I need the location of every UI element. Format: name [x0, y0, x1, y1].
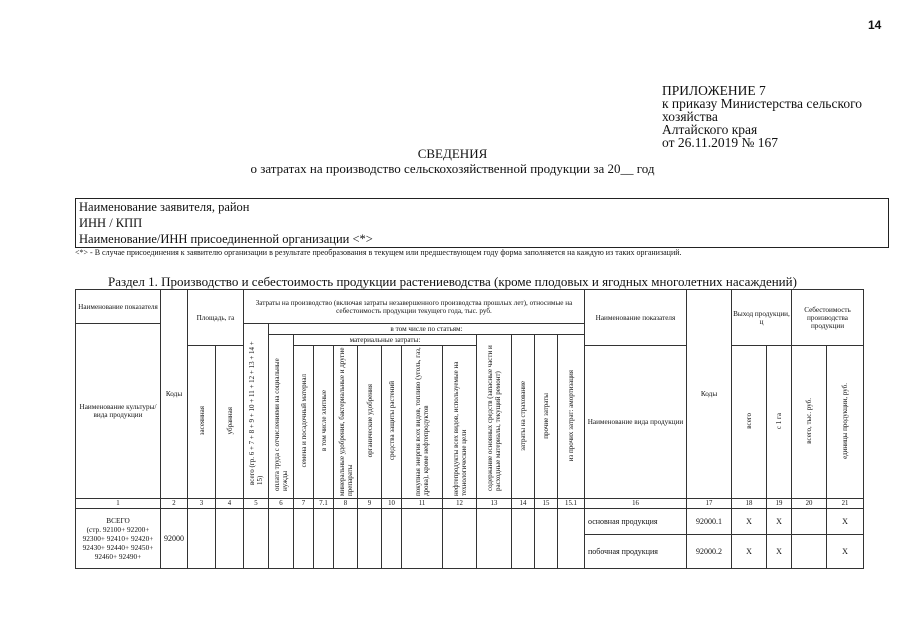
- header-incl-own: в том числе элитные: [319, 390, 328, 452]
- col-number: 6: [269, 499, 294, 509]
- col-number: 17: [687, 499, 732, 509]
- attached-org-field[interactable]: Наименование/ИНН присоединенной организации <*>: [79, 232, 373, 246]
- col-number: 2: [161, 499, 188, 509]
- header-harvested: убранная: [225, 407, 234, 435]
- cell-cost-total[interactable]: [792, 535, 827, 569]
- appendix-line: от 26.11.2019 № 167: [662, 135, 778, 150]
- header-product: Наименование вида продукции: [585, 346, 687, 499]
- col-number: 7: [294, 499, 314, 509]
- header-protection: средства защиты растений: [387, 381, 396, 461]
- header-other: прочие затраты: [542, 392, 550, 439]
- section-title: Раздел 1. Производство и себестоимость продукции растениеводства (кроме плодовых и ягодных многолетних насаждений): [108, 274, 797, 289]
- col-number: 19: [767, 499, 792, 509]
- appendix-line: ПРИЛОЖЕНИЕ 7: [662, 83, 766, 98]
- col-number: 9: [358, 499, 382, 509]
- header-incl-items: в том числе по статьям:: [269, 324, 585, 335]
- cell-oil[interactable]: [443, 509, 477, 569]
- title-line1: СВЕДЕНИЯ: [417, 146, 488, 161]
- col-number: 4: [216, 499, 244, 509]
- header-insurance: затраты на страхование: [519, 380, 527, 451]
- header-fertilizers: минеральные удобрения, бактериальные и другие препараты: [337, 347, 354, 496]
- cell-fertilizers[interactable]: [334, 509, 358, 569]
- header-maintenance: содержание основных средств (запасные части и расходные материалы, текущий ремонт): [486, 344, 502, 491]
- cell-output-total: X: [732, 509, 767, 535]
- header-output-total: всего: [745, 413, 753, 429]
- cell-seeds[interactable]: [294, 509, 314, 569]
- header-codes-2: Коды: [687, 290, 732, 499]
- header-seeds: семена и посадочный материал: [299, 374, 308, 468]
- cell-insurance[interactable]: [512, 509, 535, 569]
- col-number: 18: [732, 499, 767, 509]
- col-number: 21: [827, 499, 864, 509]
- table-row: [76, 509, 864, 535]
- header-culture: Наименование культуры/ вида продукции: [76, 324, 161, 499]
- cell-organic[interactable]: [358, 509, 382, 569]
- header-sown: засеянная: [197, 406, 206, 436]
- row-code-main: 92000.1: [687, 509, 732, 535]
- header-per-ha: с 1 га: [775, 412, 783, 430]
- cell-cost-unit: X: [827, 509, 864, 535]
- header-costs: Затраты на производство (включая затраты незавершенного производства прошлых лет), относимые на себестоимость продукции текущего года, тыс. руб.: [244, 290, 585, 324]
- header-oil: нефтепродукты всех видов, используемые на технологические цели: [451, 361, 468, 496]
- header-total: всего (гр. 6 + 7 + 8 + 9 + 10 + 11 + 12 + 13 + 14 + 15): [248, 341, 264, 485]
- col-number: 3: [188, 499, 216, 509]
- cell-incl-own[interactable]: [314, 509, 334, 569]
- appendix-line: к приказу Министерства сельского: [662, 96, 863, 111]
- header-organic: органические удобрения: [365, 384, 374, 458]
- cell-cost-unit: X: [827, 535, 864, 569]
- cell-other[interactable]: [535, 509, 558, 569]
- col-number: 20: [792, 499, 827, 509]
- inn-kpp-field[interactable]: ИНН / КПП: [79, 216, 143, 230]
- footnote: <*> - В случае присоединения к заявителю организации в результате преобразования в текущем или предшествующем году форма заполняется на каждую из таких организаций.: [75, 248, 682, 257]
- col-number: 14: [512, 499, 535, 509]
- header-depreciation: из прочих затрат: амортизация: [567, 369, 575, 462]
- cell-harvested[interactable]: [216, 509, 244, 569]
- row-total-code: 92000: [161, 509, 188, 569]
- applicant-name-field[interactable]: Наименование заявителя, район: [79, 200, 250, 214]
- col-number: 10: [382, 499, 402, 509]
- header-material: материальные затраты:: [294, 335, 477, 346]
- cell-per-ha: X: [767, 509, 792, 535]
- col-number: 16: [585, 499, 687, 509]
- cell-labor[interactable]: [269, 509, 294, 569]
- col-number: 8: [334, 499, 358, 509]
- cell-maintenance[interactable]: [477, 509, 512, 569]
- cell-per-ha: X: [767, 535, 792, 569]
- costs-table: [75, 289, 864, 569]
- title-line2: о затратах на производство сельскохозяйственной продукции за 20__ год: [250, 161, 655, 176]
- cell-total[interactable]: [244, 509, 269, 569]
- header-labor: оплата труда с отчислениями на социальные нужды: [273, 357, 289, 491]
- col-number: 15: [535, 499, 558, 509]
- header-cost-total: всего, тыс. руб.: [805, 398, 813, 444]
- header-cost-production: Себестоимость производства продукции: [792, 290, 864, 346]
- col-number: 11: [402, 499, 443, 509]
- row-code-secondary: 92000.2: [687, 535, 732, 569]
- applicant-info-box: [75, 198, 889, 248]
- header-indicator: Наименование показателя: [76, 290, 161, 324]
- row-product-main: основная продукция: [585, 509, 687, 535]
- appendix-line: Алтайского края: [662, 122, 758, 137]
- column-numbers-row: [76, 499, 864, 509]
- header-indicator-2: Наименование показателя: [585, 290, 687, 346]
- appendix-block: [662, 84, 862, 149]
- row-total-label: ВСЕГО (стр. 92100+ 92200+ 92300+ 92410+ 92420+ 92430+ 92440+ 92450+ 92460+ 92490+: [76, 509, 161, 569]
- page-number: 14: [868, 18, 882, 32]
- col-number: 12: [443, 499, 477, 509]
- cell-sown[interactable]: [188, 509, 216, 569]
- header-output: Выход продукции, ц: [732, 290, 792, 346]
- col-number: 13: [477, 499, 512, 509]
- header-cost-unit: единицы продукции, руб.: [841, 383, 849, 459]
- cell-energy[interactable]: [402, 509, 443, 569]
- appendix-line: хозяйства: [662, 109, 718, 124]
- cell-cost-total[interactable]: [792, 509, 827, 535]
- col-number: 1: [76, 499, 161, 509]
- header-area: Площадь, га: [188, 290, 244, 346]
- header-energy: покупная энергия всех видов, топливо (уголь, газ, дрова), кроме нефтепродуктов: [414, 347, 430, 496]
- header-codes: Коды: [161, 290, 188, 499]
- col-number: 7.1: [314, 499, 334, 509]
- col-number: 15.1: [558, 499, 585, 509]
- cell-output-total: X: [732, 535, 767, 569]
- document-title: [0, 146, 905, 176]
- cell-protection[interactable]: [382, 509, 402, 569]
- col-number: 5: [244, 499, 269, 509]
- cell-depreciation[interactable]: [558, 509, 585, 569]
- row-product-secondary: побочная продукция: [585, 535, 687, 569]
